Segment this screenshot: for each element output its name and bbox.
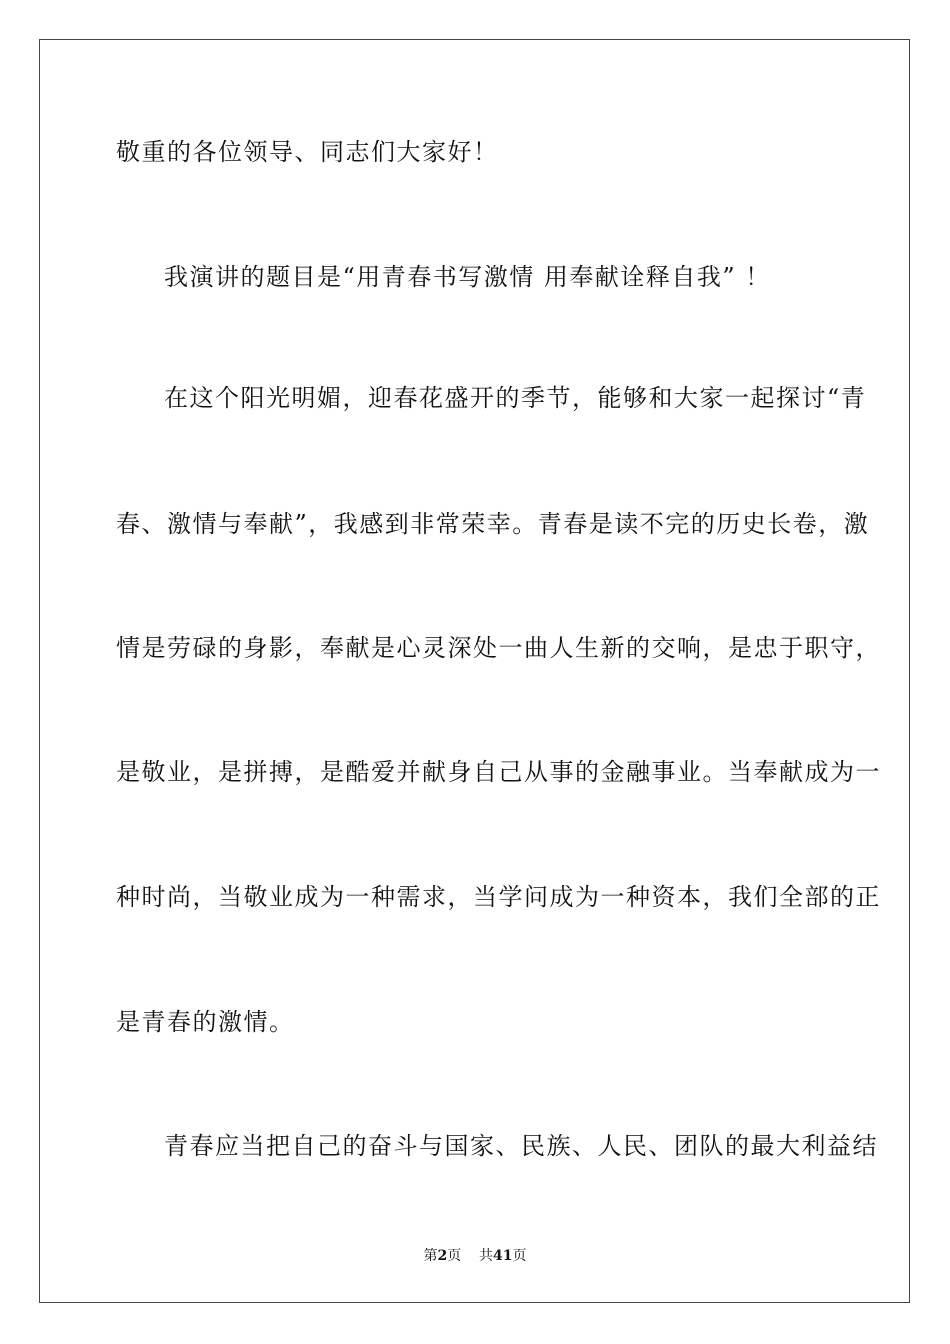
page-number: 2	[437, 1248, 448, 1264]
page-prefix: 第	[423, 1248, 438, 1264]
total-suffix: 页	[512, 1248, 527, 1264]
page-suffix: 页	[447, 1248, 462, 1264]
body-line: 青春应当把自己的奋斗与国家、民族、人民、团队的最大利益结	[164, 1132, 878, 1160]
body-line: 是敬业，是拼搏，是酷爱并献身自己从事的金融事业。当奉献成为一	[116, 758, 881, 786]
speech-title-line: 我演讲的题目是“用青春书写激情 用奉献诠释自我” ！	[164, 263, 771, 291]
page-border	[39, 39, 910, 1303]
body-line: 情是劳碌的身影，奉献是心灵深处一曲人生新的交响，是忠于职守，	[116, 634, 881, 662]
greeting-line: 敬重的各位领导、同志们大家好！	[116, 138, 499, 166]
body-line: 在这个阳光明媚，迎春花盛开的季节，能够和大家一起探讨“青	[164, 384, 867, 412]
page-footer	[0, 1247, 950, 1265]
total-prefix: 共	[479, 1248, 494, 1264]
body-line: 春、激情与奉献”，我感到非常荣幸。青春是读不完的历史长卷，激	[116, 510, 870, 538]
total-pages: 41	[493, 1248, 513, 1264]
body-line: 种时尚，当敬业成为一种需求，当学问成为一种资本，我们全部的正	[116, 883, 881, 911]
body-line: 是青春的激情。	[116, 1008, 295, 1036]
